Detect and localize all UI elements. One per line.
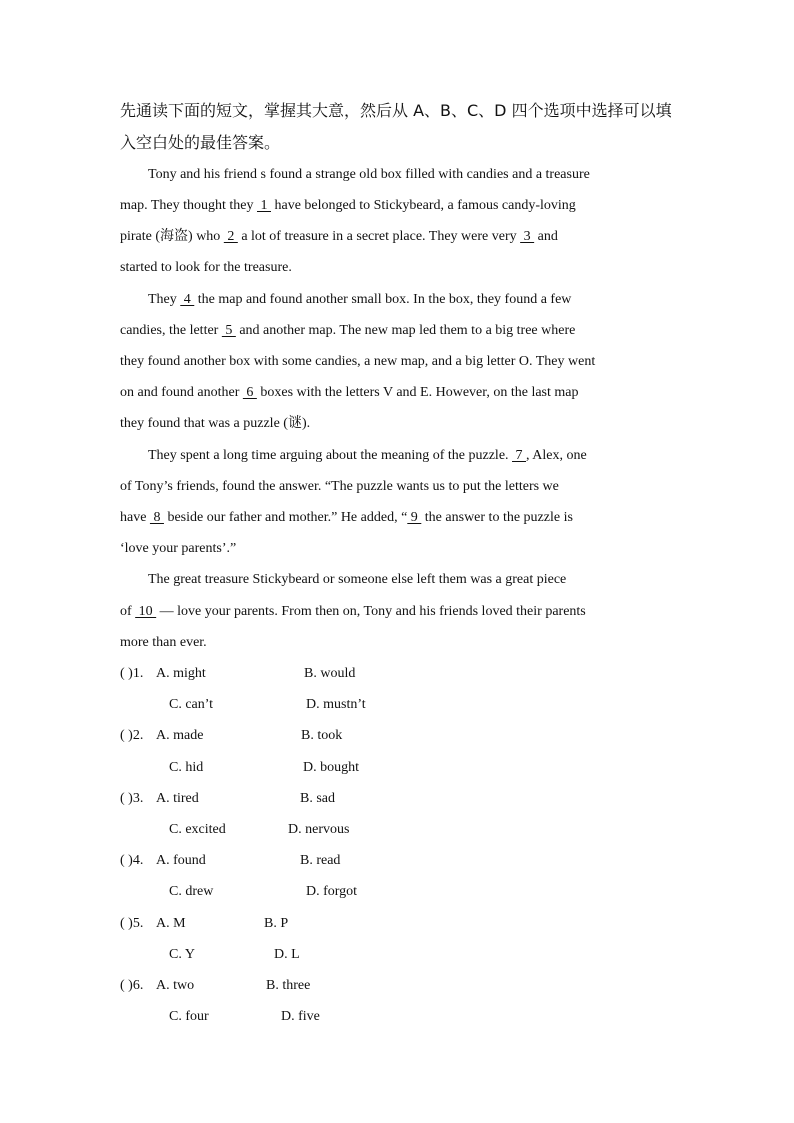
option-a: A. made bbox=[156, 728, 204, 743]
option-b: B. took bbox=[301, 728, 343, 743]
text: the answer to the puzzle is bbox=[421, 510, 573, 525]
option-b: B. P bbox=[264, 916, 289, 931]
text: — love your parents. From then on, Tony and his friends loved their parents bbox=[156, 604, 586, 619]
text: beside our father and mother.” He added, “ bbox=[163, 510, 408, 525]
text: they found that was a puzzle (谜). bbox=[120, 416, 311, 431]
blank-4: 4 bbox=[180, 292, 195, 307]
text: They spent a long time arguing about the meaning of the puzzle. bbox=[148, 448, 513, 463]
text: , Alex, one bbox=[526, 448, 587, 463]
passage-line bbox=[120, 603, 586, 621]
option-c: C. Y bbox=[169, 947, 195, 962]
text: Tony and his friend s found a strange old box filled with candies and a treasure bbox=[148, 167, 590, 182]
option-a: A. found bbox=[156, 853, 206, 868]
blank-2: 2 bbox=[223, 229, 238, 244]
option-d: D. forgot bbox=[306, 884, 358, 899]
blank-3: 3 bbox=[520, 229, 535, 244]
text: have belonged to Stickybeard, a famous candy-loving bbox=[271, 198, 576, 213]
option-b: B. would bbox=[304, 666, 356, 681]
text: map. They thought they bbox=[120, 198, 257, 213]
blank-5: 5 bbox=[221, 323, 236, 338]
text: The great treasure Stickybeard or someone else left them was a great piece bbox=[148, 572, 567, 587]
text: on and found another bbox=[120, 385, 243, 400]
passage-line bbox=[120, 540, 236, 558]
passage-line bbox=[120, 384, 579, 402]
option-c: C. four bbox=[169, 1009, 209, 1024]
text: and another map. The new map led them to a big tree where bbox=[235, 323, 576, 338]
option-c: C. excited bbox=[169, 822, 226, 837]
question-number: ( )3. bbox=[120, 791, 144, 806]
passage-line bbox=[120, 634, 207, 652]
passage-line bbox=[120, 228, 558, 246]
question-number: ( )1. bbox=[120, 666, 144, 681]
passage-line bbox=[120, 415, 310, 433]
passage-line bbox=[120, 197, 576, 215]
passage-line bbox=[148, 291, 571, 309]
option-d: D. L bbox=[274, 947, 300, 962]
question-number: ( )5. bbox=[120, 916, 144, 931]
text: started to look for the treasure. bbox=[120, 260, 292, 275]
text: a lot of treasure in a secret place. They were very bbox=[237, 229, 521, 244]
blank-8: 8 bbox=[149, 510, 164, 525]
text: more than ever. bbox=[120, 635, 207, 650]
option-d: D. five bbox=[281, 1009, 320, 1024]
option-a: A. tired bbox=[156, 791, 199, 806]
passage-line bbox=[148, 447, 587, 465]
text: and bbox=[534, 229, 558, 244]
instruction-line-1: 先通读下面的短文，掌握其大意，然后从 A、B、C、D 四个选项中选择可以填 bbox=[120, 101, 672, 120]
option-d: D. nervous bbox=[288, 822, 350, 837]
text: of Tony’s friends, found the answer. “The puzzle wants us to put the letters we bbox=[120, 479, 559, 494]
option-d: D. bought bbox=[303, 760, 359, 775]
question-number: ( )6. bbox=[120, 978, 144, 993]
question-number: ( )4. bbox=[120, 853, 144, 868]
blank-9: 9 bbox=[407, 510, 422, 525]
option-c: C. drew bbox=[169, 884, 214, 899]
option-a: A. two bbox=[156, 978, 195, 993]
passage-line bbox=[120, 259, 292, 277]
option-d: D. mustn’t bbox=[306, 697, 366, 712]
text: candies, the letter bbox=[120, 323, 222, 338]
blank-7: 7 bbox=[512, 448, 527, 463]
blank-10: 10 bbox=[135, 604, 157, 619]
blank-1: 1 bbox=[257, 198, 271, 213]
option-b: B. three bbox=[266, 978, 311, 993]
passage-line bbox=[148, 166, 590, 184]
question-number: ( )2. bbox=[120, 728, 144, 743]
text: of bbox=[120, 604, 136, 619]
text: pirate (海盗) who bbox=[120, 229, 224, 244]
text: they found another box with some candies, a new map, and a big letter O. They went bbox=[120, 354, 596, 369]
option-b: B. sad bbox=[300, 791, 335, 806]
text: the map and found another small box. In the box, they found a few bbox=[194, 292, 572, 307]
option-a: A. might bbox=[156, 666, 206, 681]
option-c: C. can’t bbox=[169, 697, 214, 712]
option-c: C. hid bbox=[169, 760, 204, 775]
passage-line bbox=[120, 509, 573, 527]
passage-line bbox=[120, 353, 595, 371]
text: have bbox=[120, 510, 150, 525]
text: They bbox=[148, 292, 181, 307]
instruction-line-2: 入空白处的最佳答案。 bbox=[120, 133, 281, 152]
blank-6: 6 bbox=[242, 385, 257, 400]
text: ‘love your parents’.” bbox=[120, 541, 237, 556]
option-a: A. M bbox=[156, 916, 186, 931]
text: boxes with the letters V and E. However, on the last map bbox=[256, 385, 579, 400]
passage-line bbox=[120, 322, 575, 340]
option-b: B. read bbox=[300, 853, 341, 868]
passage-line bbox=[148, 571, 566, 589]
passage-line bbox=[120, 478, 559, 496]
